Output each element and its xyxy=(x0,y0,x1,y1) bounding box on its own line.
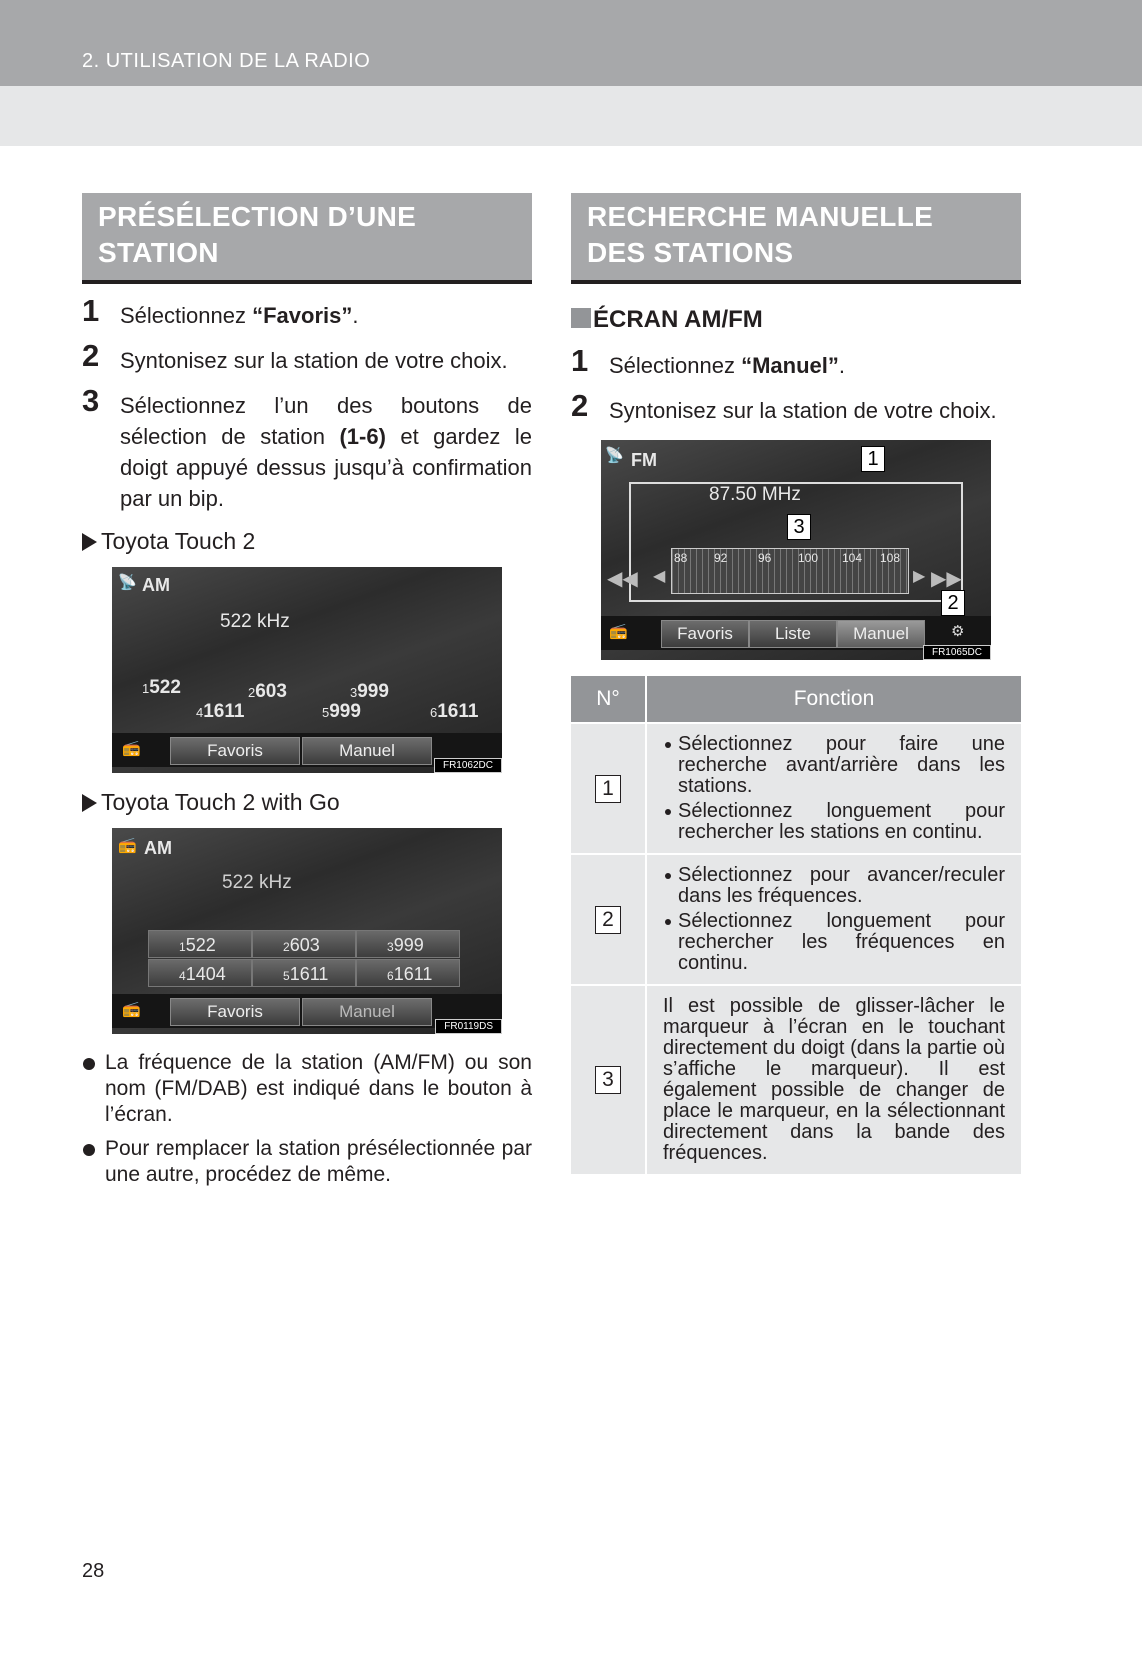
radio-source-icon[interactable]: 📻 xyxy=(122,1001,141,1018)
triangle-icon xyxy=(82,794,97,812)
step-text: Sélectionnez l’un des boutons de sélection de station xyxy=(120,393,532,449)
table-row xyxy=(571,985,1021,1174)
preset-value: 1404 xyxy=(185,964,226,984)
sub-band xyxy=(0,86,1142,146)
title-line: PRÉSÉLECTION D’UNE xyxy=(98,201,417,232)
function-cell xyxy=(646,723,1021,854)
manuel-button[interactable]: Manuel xyxy=(302,737,432,765)
preset-value: 1611 xyxy=(393,964,433,984)
function-item: Sélectionnez longuement pour rechercher les fréquences en continu. xyxy=(663,911,1005,974)
step-3 xyxy=(82,383,532,514)
page-number: 28 xyxy=(82,1560,105,1582)
number-box: 2 xyxy=(595,906,621,934)
function-item: Sélectionnez pour faire une recherche avant/arrière dans les stations. xyxy=(663,734,1005,797)
preset-number: 1 xyxy=(142,681,150,696)
radio-source-icon[interactable]: 📻 xyxy=(122,740,141,757)
preset-3[interactable] xyxy=(350,681,389,703)
preset-2[interactable] xyxy=(248,681,287,703)
preset-number: 4 xyxy=(179,969,186,983)
step-text: Sélectionnez xyxy=(609,353,742,378)
antenna-icon: 📡 xyxy=(118,574,137,591)
function-item: Sélectionnez longuement pour rechercher les stations en continu. xyxy=(663,801,1005,843)
preset-1[interactable] xyxy=(142,677,181,699)
subheading-am-fm xyxy=(571,306,1021,334)
preset-5[interactable] xyxy=(252,959,356,987)
step-2 xyxy=(82,338,532,376)
step-number: 1 xyxy=(571,343,589,378)
table-header-row xyxy=(571,676,1021,723)
table-row xyxy=(571,723,1021,854)
right-column xyxy=(571,193,1021,1174)
preset-4[interactable] xyxy=(196,701,244,723)
seek-back-icon[interactable]: ◀◀ xyxy=(607,568,638,590)
table-row xyxy=(571,854,1021,985)
radio-icon: 📻 xyxy=(118,837,137,854)
preset-value: 603 xyxy=(255,681,287,702)
preset-4[interactable] xyxy=(148,959,252,987)
preset-value: 603 xyxy=(289,935,320,955)
preset-number: 5 xyxy=(283,969,290,983)
function-table xyxy=(571,676,1021,1174)
number-box: 1 xyxy=(595,775,621,803)
favoris-button[interactable]: Favoris xyxy=(170,998,300,1026)
title-line: RECHERCHE MANUELLE xyxy=(587,201,934,232)
variant-heading xyxy=(82,789,532,816)
title-line: STATION xyxy=(98,237,219,268)
preset-value: 1611 xyxy=(437,701,479,722)
callout-2: 2 xyxy=(941,590,965,616)
radio-screen-fm-manual xyxy=(601,440,991,660)
number-box: 3 xyxy=(595,1066,621,1094)
preset-6[interactable] xyxy=(430,701,478,723)
step-1 xyxy=(82,293,532,331)
preset-number: 3 xyxy=(350,685,358,700)
step-number: 1 xyxy=(82,293,100,328)
preset-number: 1 xyxy=(179,940,186,954)
preset-number: 6 xyxy=(387,969,394,983)
manuel-button[interactable]: Manuel xyxy=(302,998,432,1026)
triangle-icon xyxy=(82,533,97,551)
step-text: . xyxy=(838,353,846,378)
callout-3: 3 xyxy=(787,514,811,540)
step-text: Sélectionnez xyxy=(120,303,253,328)
preset-5[interactable] xyxy=(322,701,361,723)
frequency-scale[interactable] xyxy=(671,548,909,594)
scale-label: 104 xyxy=(842,551,863,565)
preset-6[interactable] xyxy=(356,959,460,987)
scale-label: 108 xyxy=(880,551,901,565)
seek-forward-icon[interactable]: ▶▶ xyxy=(931,568,962,590)
step-text: . xyxy=(352,303,359,328)
step-text: Syntonisez sur la station de votre choix. xyxy=(609,398,997,423)
band-label: FM xyxy=(631,450,657,470)
settings-icon[interactable]: ⚙ xyxy=(951,623,965,640)
preset-number: 2 xyxy=(248,685,256,700)
preset-number: 2 xyxy=(283,940,290,954)
preset-number: 4 xyxy=(196,705,204,720)
row-number-cell xyxy=(571,723,646,854)
step-text: Syntonisez sur la station de votre choix. xyxy=(120,348,508,373)
preset-value: 999 xyxy=(357,681,389,702)
band-label: AM xyxy=(144,838,172,858)
callout-1: 1 xyxy=(861,446,885,472)
chapter-header: 2. UTILISATION DE LA RADIO xyxy=(82,50,371,72)
preset-2[interactable] xyxy=(252,930,356,958)
preset-1[interactable] xyxy=(148,930,252,958)
note-bullet: La fréquence de la station (AM/FM) ou son nom (FM/DAB) est indiqué dans le bouton à l’écran. xyxy=(82,1050,532,1128)
step-back-icon[interactable]: ◀ xyxy=(653,568,666,585)
band-label: AM xyxy=(142,575,170,595)
radio-screen-touch2-go xyxy=(112,828,502,1034)
step-bold: “Manuel” xyxy=(741,353,839,378)
section-title-preselection xyxy=(82,193,532,284)
row-number-cell xyxy=(571,985,646,1174)
preset-number: 3 xyxy=(387,940,394,954)
function-cell: Il est possible de glisser-lâcher le marqueur à l’écran en le touchant directement du doigt (dans la partie où s’affiche le marqueur). Il est également possible de changer de place le marqueur, en la sélectionnant directement dans la bande des fréquences. xyxy=(646,985,1021,1174)
header-number: N° xyxy=(571,676,646,723)
subheading-text: ÉCRAN AM/FM xyxy=(593,306,763,333)
step-number: 2 xyxy=(82,338,100,373)
section-title-manual-search xyxy=(571,193,1021,284)
scale-label: 96 xyxy=(758,551,772,565)
variant-label: Toyota Touch 2 with Go xyxy=(101,789,340,815)
preset-value: 1611 xyxy=(203,701,245,722)
favoris-button[interactable]: Favoris xyxy=(661,620,749,648)
preset-value: 999 xyxy=(329,701,361,722)
preset-number: 6 xyxy=(430,705,438,720)
header-band xyxy=(0,0,1142,86)
frequency-display: 87.50 MHz xyxy=(709,484,801,505)
scale-label: 100 xyxy=(798,551,819,565)
title-line: DES STATIONS xyxy=(587,237,794,268)
step-2 xyxy=(571,388,1021,426)
radio-screen-touch2 xyxy=(112,567,502,773)
manuel-button[interactable]: Manuel xyxy=(837,620,925,648)
square-marker-icon xyxy=(571,308,591,328)
liste-button[interactable]: Liste xyxy=(749,620,837,648)
header-function: Fonction xyxy=(646,676,1021,723)
note-bullet: Pour remplacer la station présélectionnée par une autre, procédez de même. xyxy=(82,1136,532,1188)
step-bold: “Favoris” xyxy=(252,303,353,328)
preset-value: 522 xyxy=(149,677,181,698)
row-number-cell xyxy=(571,854,646,985)
step-bold: (1-6) xyxy=(339,424,386,449)
frequency-display: 522 kHz xyxy=(222,872,292,893)
frequency-display: 522 kHz xyxy=(220,611,290,632)
figure-code: FR1065DC xyxy=(923,645,991,660)
step-forward-icon[interactable]: ▶ xyxy=(913,568,926,585)
radio-source-icon[interactable]: 📻 xyxy=(609,623,628,640)
figure-code: FR1062DC xyxy=(434,758,502,773)
preset-value: 999 xyxy=(393,935,424,955)
variant-label: Toyota Touch 2 xyxy=(101,528,256,554)
function-cell xyxy=(646,854,1021,985)
antenna-icon: 📡 xyxy=(605,447,624,464)
favoris-button[interactable]: Favoris xyxy=(170,737,300,765)
step-text: et gardez le doigt appuyé dessus jusqu’à confirmation par un bip. xyxy=(120,424,532,511)
figure-code: FR0119DS xyxy=(435,1019,502,1034)
scale-label: 92 xyxy=(714,551,728,565)
function-item: Sélectionnez pour avancer/reculer dans les fréquences. xyxy=(663,865,1005,907)
left-column xyxy=(82,193,532,1188)
step-number: 2 xyxy=(571,388,589,423)
preset-value: 522 xyxy=(185,935,216,955)
preset-3[interactable] xyxy=(356,930,460,958)
scale-label: 88 xyxy=(674,551,688,565)
variant-heading xyxy=(82,528,532,555)
step-1 xyxy=(571,343,1021,381)
step-number: 3 xyxy=(82,383,100,418)
preset-value: 1611 xyxy=(289,964,329,984)
preset-number: 5 xyxy=(322,705,330,720)
